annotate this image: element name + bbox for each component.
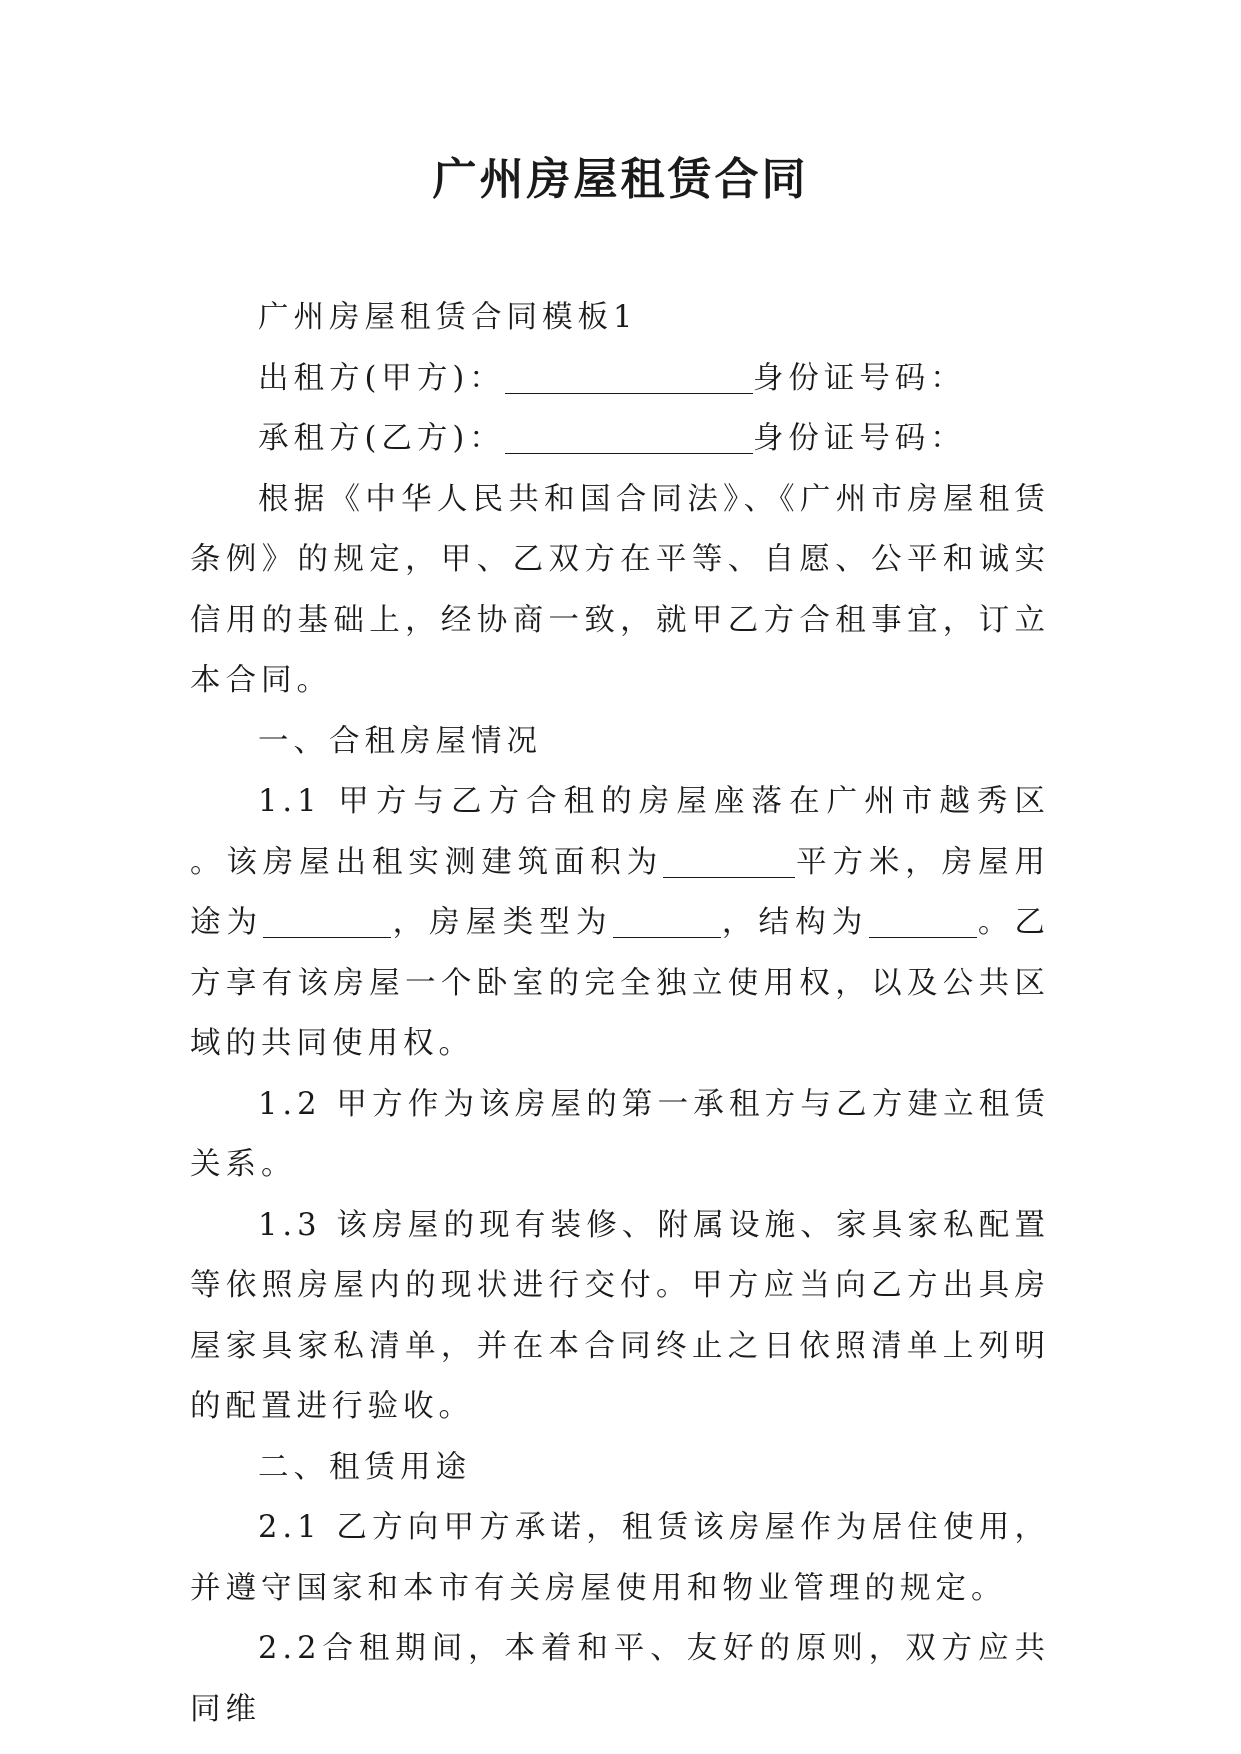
preamble-paragraph: 根据《中华人民共和国合同法》、《广州市房屋租赁条例》的规定，甲、乙双方在平等、自愿、公平和诚实信用的基础上，经协商一致，就甲乙方合租事宜，订立本合同。	[190, 481, 1050, 698]
clause-1-1-text-c: ，房屋类型为	[391, 905, 613, 940]
lessor-name-blank	[505, 362, 753, 394]
lessor-line	[190, 349, 1050, 410]
clause-1-2: 1.2 甲方作为该房屋的第一承租方与乙方建立租赁关系。	[190, 1086, 1050, 1182]
structure-blank	[869, 907, 977, 939]
clause-2-2: 2.2合租期间，本着和平、友好的原则，双方应共同维	[190, 1631, 1050, 1727]
clause-1-1-text-e: 。乙方享有该房屋一个卧室的完全独立使用权，以及公共区域的共同使用权。	[190, 905, 1050, 1061]
document-title: 广州房屋租赁合同	[432, 154, 809, 205]
lessee-label: 承租方(乙方)：	[258, 421, 505, 456]
section-2-heading: 二、租赁用途	[258, 1449, 471, 1485]
lessor-label: 出租方(甲方)：	[258, 360, 505, 396]
section-1-heading: 一、合租房屋情况	[258, 723, 542, 759]
lessee-line	[190, 409, 1050, 470]
clause-1-1	[190, 772, 1050, 1075]
clause-1-1-text-b: 平方米，房屋用途为	[190, 844, 1051, 940]
house-type-blank	[613, 907, 721, 939]
clause-1-1-text-d: ，结构为	[720, 905, 869, 940]
clause-1-3: 1.3 该房屋的现有装修、附属设施、家具家私配置等依照房屋内的现状进行交付。甲方应当向乙方出具房屋家具家私清单，并在本合同终止之日依照清单上列明的配置进行验收。	[190, 1207, 1050, 1424]
lessor-id-label: 身份证号码：	[752, 360, 966, 396]
document-body	[190, 288, 1050, 1740]
clause-1-1-text-a: 1.1 甲方与乙方合租的房屋座落在广州市越秀区 。该房屋出租实测建筑面积为	[190, 784, 1050, 880]
lessee-id-label: 身份证号码：	[752, 421, 966, 456]
template-subtitle: 广州房屋租赁合同模板1	[258, 300, 638, 335]
usage-blank	[263, 907, 391, 939]
clause-2-1: 2.1 乙方向甲方承诺，租赁该房屋作为居住使用，并遵守国家和本市有关房屋使用和物业管理的规定。	[190, 1510, 1050, 1606]
area-blank	[663, 846, 795, 878]
lessee-name-blank	[505, 423, 753, 455]
